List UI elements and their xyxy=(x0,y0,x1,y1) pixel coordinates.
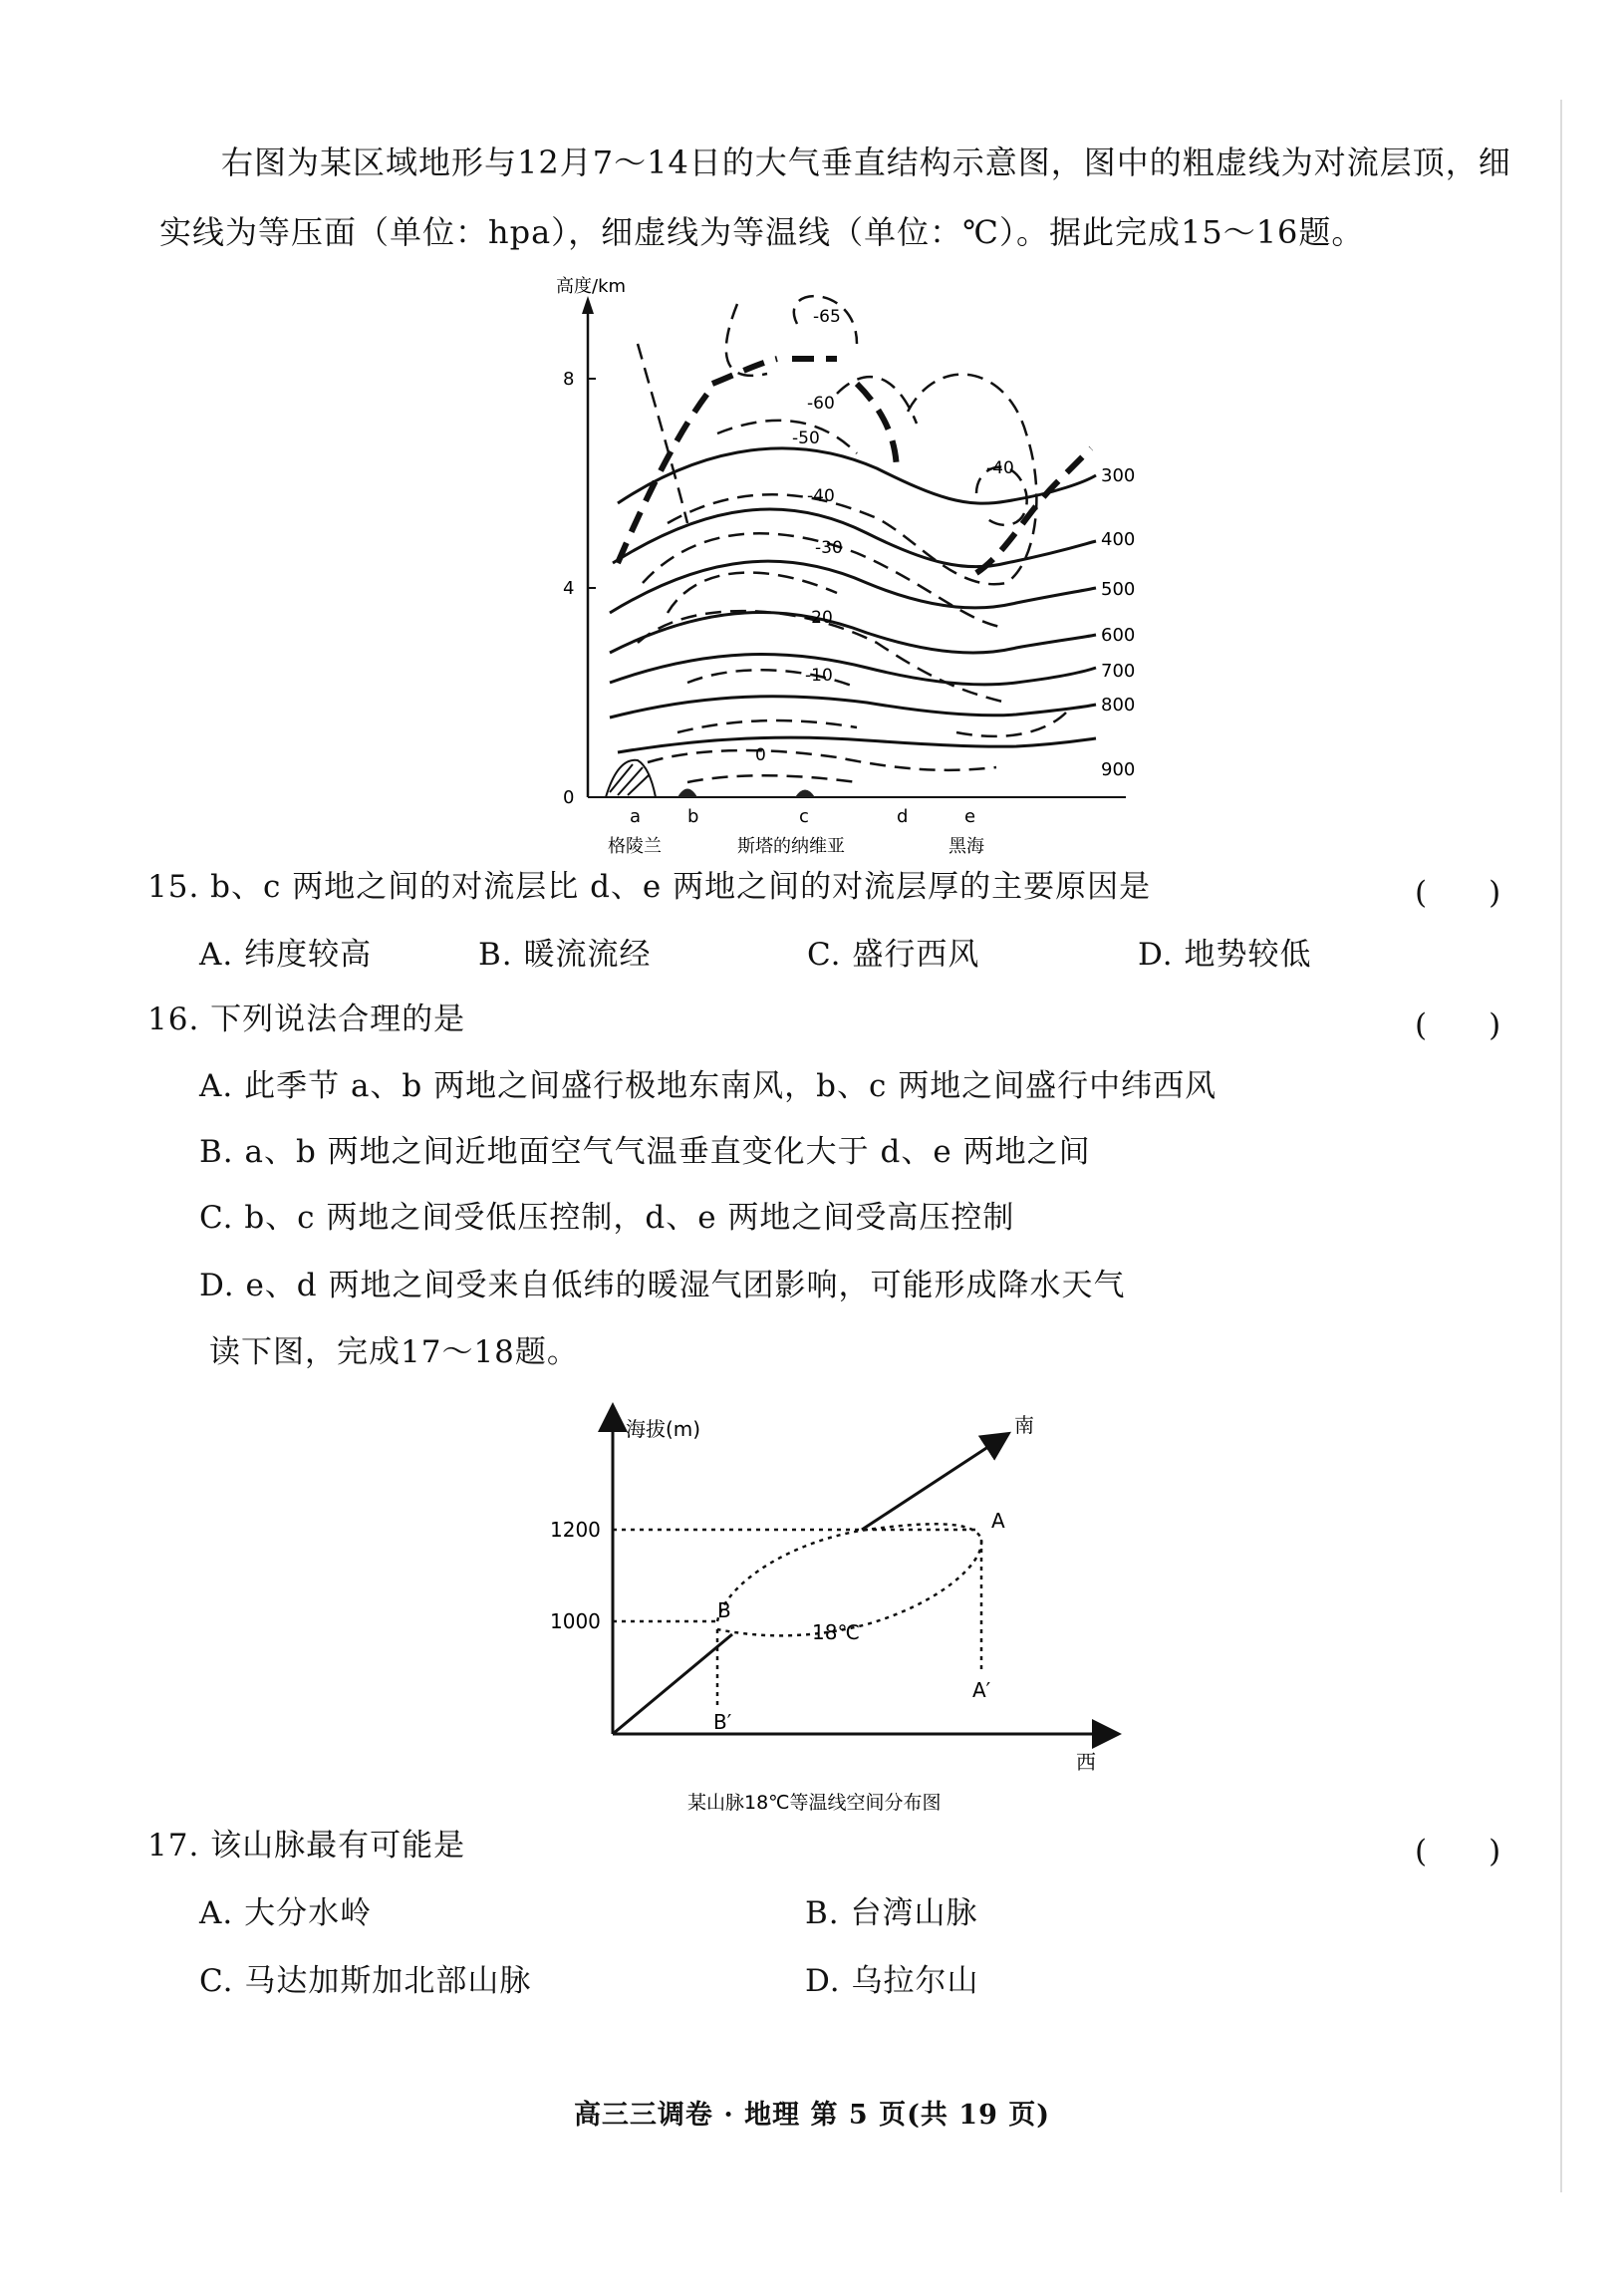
q15-option-c: C. 盛行西风 xyxy=(807,937,980,973)
fig2-ylabel: 海拔(m) xyxy=(626,1417,701,1441)
fig2-label-b-prime: B′ xyxy=(713,1710,732,1734)
isobar-700: 700 xyxy=(1101,661,1136,682)
isotherm-60: -60 xyxy=(807,394,835,414)
fig2-west: 西 xyxy=(1076,1750,1096,1774)
isotherm-40a: -40 xyxy=(807,486,835,506)
isotherm-40b: -40 xyxy=(986,458,1014,478)
q15-stem: 15. b、c 两地之间的对流层比 d、e 两地之间的对流层厚的主要原因是 xyxy=(147,869,1152,905)
fig2-y1200: 1200 xyxy=(550,1518,601,1542)
point-d: d xyxy=(897,806,909,827)
intro-paragraph: 右图为某区域地形与12月7～14日的大气垂直结构示意图，图中的粗虚线为对流层顶，细实线为等压面（单位：hpa），细虚线为等温线（单位：℃）。据此完成15～16题。 xyxy=(159,144,1511,251)
isotherm-50: -50 xyxy=(792,429,820,448)
q17-option-a: A. 大分水岭 xyxy=(199,1895,373,1931)
place-greenland: 格陵兰 xyxy=(608,836,662,857)
intro-17-18: 读下图，完成17～18题。 xyxy=(209,1334,579,1370)
q17-option-c: C. 马达加斯加北部山脉 xyxy=(199,1963,532,1999)
point-c: c xyxy=(799,806,809,827)
q17-option-b: B. 台湾山脉 xyxy=(805,1895,978,1931)
q15-option-a: A. 纬度较高 xyxy=(199,937,373,973)
isotherm-65: -65 xyxy=(813,307,841,327)
point-b: b xyxy=(687,806,699,827)
place-black-sea: 黑海 xyxy=(948,836,984,857)
point-a: a xyxy=(630,806,642,827)
y-tick-0: 0 xyxy=(563,787,575,808)
isobar-400: 400 xyxy=(1101,529,1136,550)
q15-paren: ( ) xyxy=(1415,875,1501,911)
q16-option-b: B. a、b 两地之间近地面空气气温垂直变化大于 d、e 两地之间 xyxy=(199,1134,1091,1170)
fig2-caption: 某山脉18℃等温线空间分布图 xyxy=(687,1792,942,1814)
isobar-600: 600 xyxy=(1101,625,1136,646)
isotherm-0: 0 xyxy=(755,745,766,765)
y-tick-4: 4 xyxy=(563,578,575,599)
page-footer: 高三三调卷 · 地理 第 5 页(共 19 页) xyxy=(573,2100,1051,2131)
q17-paren: ( ) xyxy=(1415,1834,1501,1869)
place-scandinavia: 斯塔的纳维亚 xyxy=(737,836,845,857)
fig2-y1000: 1000 xyxy=(550,1609,601,1633)
q15-option-d: D. 地势较低 xyxy=(1138,937,1312,973)
fig2-label-a-prime: A′ xyxy=(972,1678,991,1702)
isobar-500: 500 xyxy=(1101,579,1136,600)
y-axis-label: 高度/km xyxy=(556,276,627,297)
q16-stem: 16. 下列说法合理的是 xyxy=(147,1002,466,1037)
q16-option-d: D. e、d 两地之间受来自低纬的暖湿气团影响，可能形成降水天气 xyxy=(199,1268,1126,1303)
isobar-300: 300 xyxy=(1101,465,1136,486)
fig2-isotherm-label: 18℃ xyxy=(812,1620,860,1644)
figure-isotherm xyxy=(538,1390,1156,1829)
page-edge xyxy=(1560,100,1562,2192)
isotherm-30: -30 xyxy=(815,538,843,558)
fig2-label-a: A xyxy=(991,1509,1005,1533)
point-e: e xyxy=(964,806,976,827)
q16-option-a: A. 此季节 a、b 两地之间盛行极地东南风，b、c 两地之间盛行中纬西风 xyxy=(199,1068,1218,1104)
isotherm-20: -20 xyxy=(805,608,833,628)
q17-option-d: D. 乌拉尔山 xyxy=(805,1963,979,1999)
fig2-label-b: B xyxy=(717,1598,731,1622)
q15-option-b: B. 暖流流经 xyxy=(478,937,652,973)
q16-option-c: C. b、c 两地之间受低压控制，d、e 两地之间受高压控制 xyxy=(199,1200,1015,1236)
isotherm-10: -10 xyxy=(805,666,833,686)
y-tick-8: 8 xyxy=(563,369,575,390)
isobar-900: 900 xyxy=(1101,759,1136,780)
figure-atmosphere xyxy=(538,264,1156,872)
isobar-800: 800 xyxy=(1101,695,1136,716)
fig2-south: 南 xyxy=(1014,1413,1034,1437)
q17-stem: 17. 该山脉最有可能是 xyxy=(147,1828,466,1864)
q16-paren: ( ) xyxy=(1415,1007,1501,1043)
